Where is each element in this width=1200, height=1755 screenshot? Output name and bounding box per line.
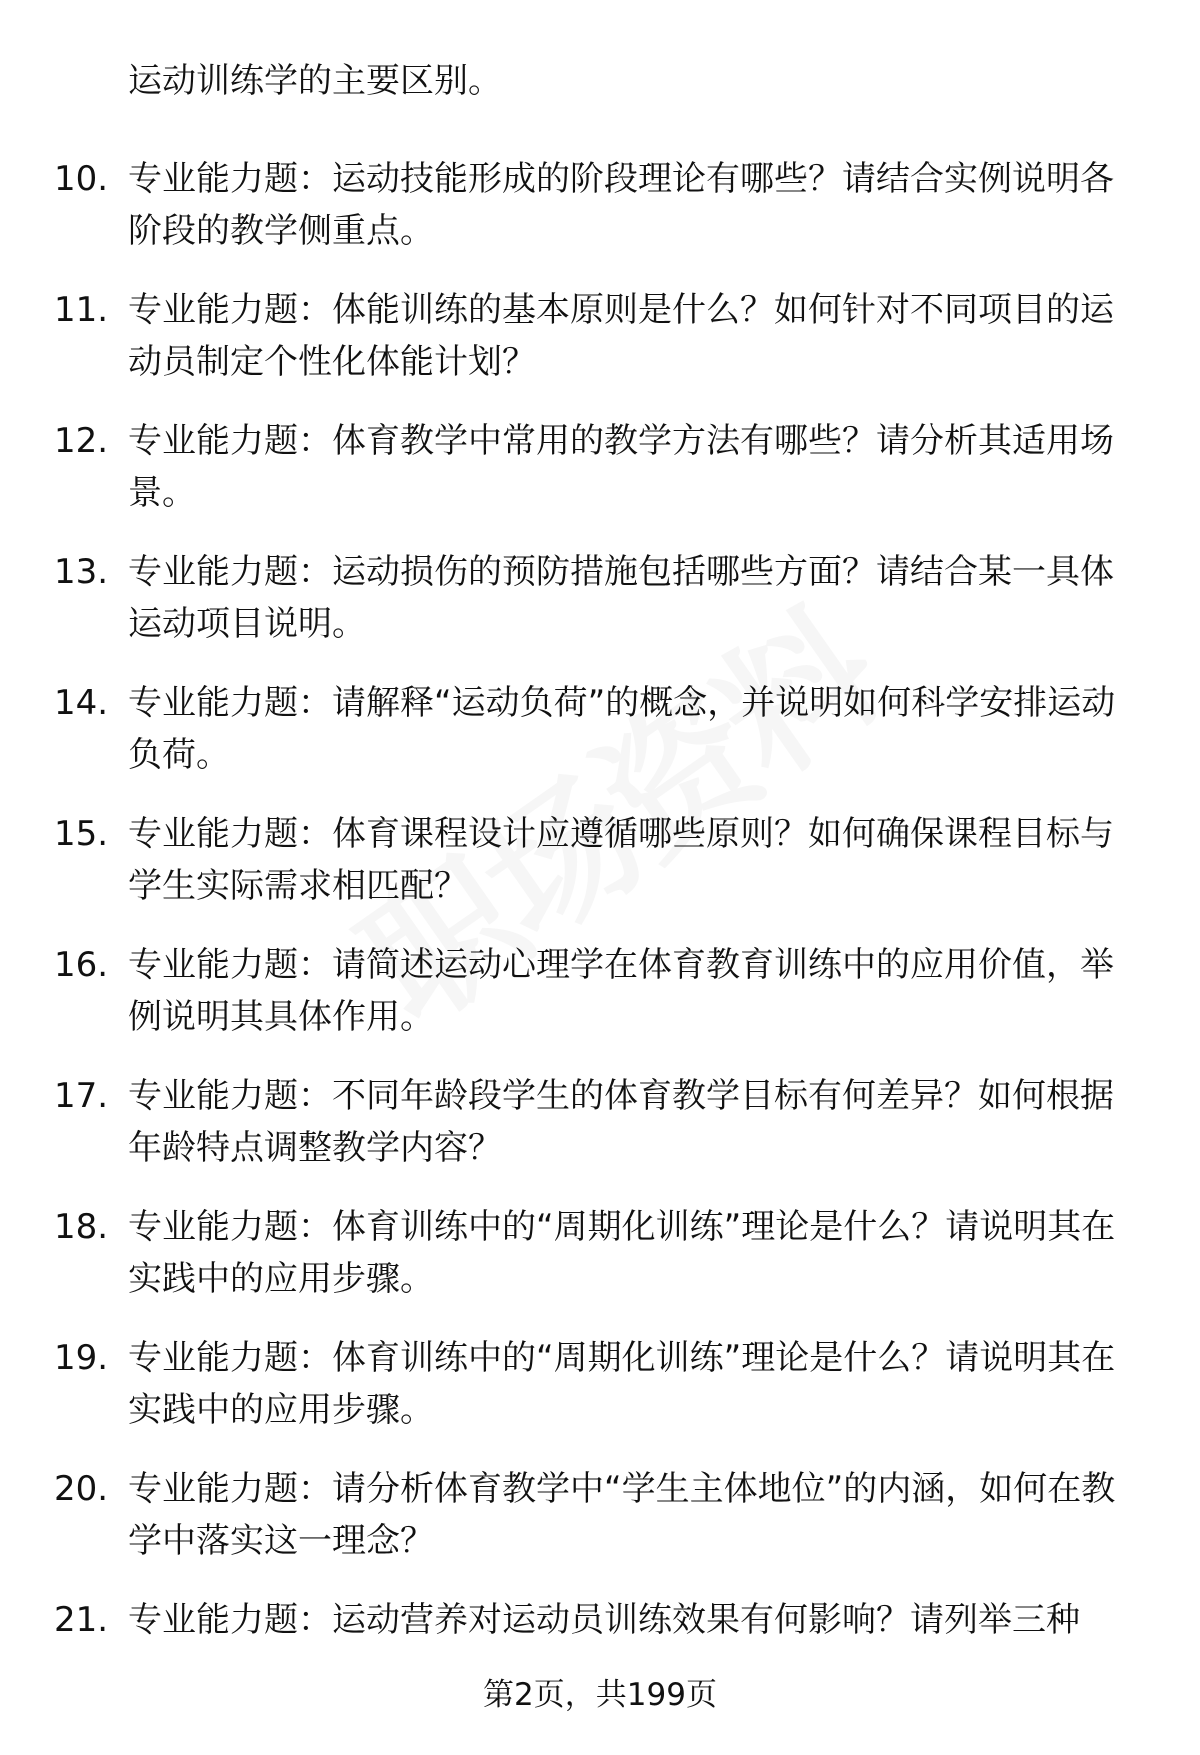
question-item — [54, 1332, 1144, 1463]
question-text: 专业能力题：运动损伤的预防措施包括哪些方面？请结合某一具体运动项目说明。 — [128, 552, 1114, 644]
question-number: 20. — [54, 1469, 109, 1509]
question-number: 17. — [54, 1076, 109, 1116]
question-text: 专业能力题：体育训练中的“周期化训练”理论是什么？请说明其在实践中的应用步骤。 — [128, 1207, 1116, 1299]
page-footer: 第2页，共199页 — [483, 1677, 717, 1713]
question-item — [54, 939, 1144, 1070]
question-text: 专业能力题：体能训练的基本原则是什么？如何针对不同项目的运动员制定个性化体能计划？ — [128, 290, 1114, 382]
question-text: 专业能力题：运动营养对运动员训练效果有何影响？请列举三种 — [128, 1600, 1080, 1640]
question-number: 21. — [54, 1600, 109, 1640]
question-text: 专业能力题：请简述运动心理学在体育教育训练中的应用价值，举例说明其具体作用。 — [128, 945, 1114, 1037]
question-item — [54, 415, 1144, 546]
continuation-text: 运动训练学的主要区别。 — [128, 61, 502, 101]
question-item — [54, 153, 1144, 284]
question-number: 11. — [54, 290, 109, 330]
question-number: 12. — [54, 421, 109, 461]
question-item — [54, 1201, 1144, 1332]
question-item — [54, 677, 1144, 808]
question-item — [54, 1463, 1144, 1594]
question-text: 专业能力题：请解释“运动负荷”的概念，并说明如何科学安排运动负荷。 — [128, 683, 1116, 775]
question-number: 16. — [54, 945, 109, 985]
question-number: 13. — [54, 552, 109, 592]
question-item — [54, 1070, 1144, 1201]
question-item — [54, 284, 1144, 415]
question-text: 专业能力题：体育教学中常用的教学方法有哪些？请分析其适用场景。 — [128, 421, 1114, 513]
question-item — [54, 546, 1144, 677]
question-number: 18. — [54, 1207, 109, 1247]
question-text: 专业能力题：不同年龄段学生的体育教学目标有何差异？如何根据年龄特点调整教学内容？ — [128, 1076, 1114, 1168]
question-text: 专业能力题：体育课程设计应遵循哪些原则？如何确保课程目标与学生实际需求相匹配？ — [128, 814, 1114, 906]
question-number: 14. — [54, 683, 109, 723]
question-text: 专业能力题：体育训练中的“周期化训练”理论是什么？请说明其在实践中的应用步骤。 — [128, 1338, 1116, 1430]
question-item — [54, 808, 1144, 939]
question-number: 19. — [54, 1338, 109, 1378]
question-number: 10. — [54, 159, 109, 199]
question-text: 专业能力题：运动技能形成的阶段理论有哪些？请结合实例说明各阶段的教学侧重点。 — [128, 159, 1114, 251]
question-number: 15. — [54, 814, 109, 854]
question-list — [54, 153, 1144, 1725]
question-text: 专业能力题：请分析体育教学中“学生主体地位”的内涵，如何在教学中落实这一理念？ — [128, 1469, 1116, 1561]
